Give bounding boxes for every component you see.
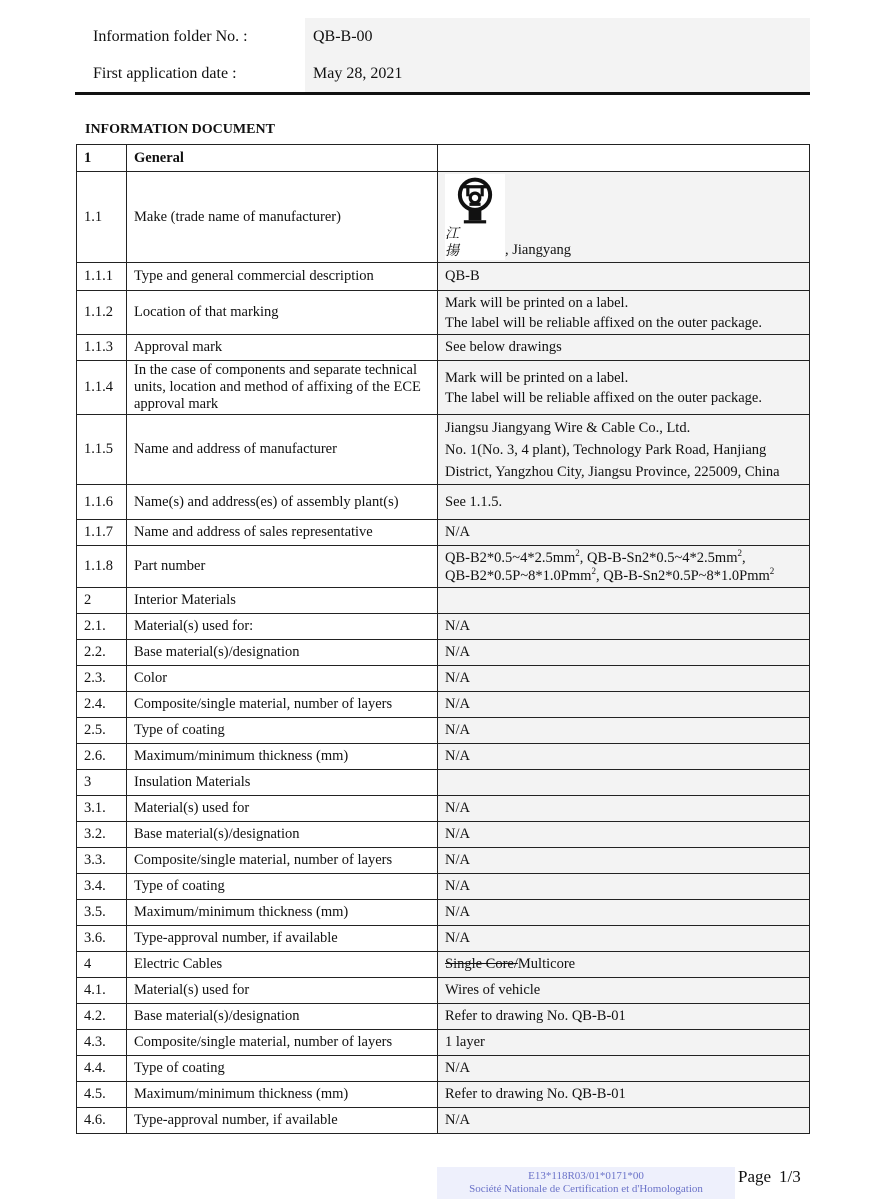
value-line: No. 1(No. 3, 4 plant), Technology Park Road, Hanjiang	[445, 441, 767, 458]
row-number: 3.2.	[77, 822, 127, 848]
row-number: 1.1.3	[77, 335, 127, 361]
row-number: 1.1.8	[77, 546, 127, 588]
row-label: Color	[127, 666, 438, 692]
row-value: N/A	[438, 520, 810, 546]
row-number: 1.1.6	[77, 485, 127, 520]
row-number: 2.3.	[77, 666, 127, 692]
page-number	[738, 1167, 801, 1187]
row-label: Part number	[127, 546, 438, 588]
certification-stamp	[437, 1167, 735, 1199]
row-value: 1 layer	[438, 1030, 810, 1056]
table-row	[77, 335, 810, 361]
value-line: Mark will be printed on a label.	[445, 294, 629, 311]
value-line: The label will be reliable affixed on the outer package.	[445, 389, 762, 406]
row-label: Type of coating	[127, 874, 438, 900]
table-row	[77, 718, 810, 744]
logo-emblem-icon	[451, 174, 499, 225]
row-label: Name(s) and address(es) of assembly plant(s)	[127, 485, 438, 520]
row-number: 2.4.	[77, 692, 127, 718]
row-label: Base material(s)/designation	[127, 822, 438, 848]
row-label: Type-approval number, if available	[127, 1108, 438, 1134]
struck-option: Single Core/	[445, 956, 518, 972]
row-number: 1.1.7	[77, 520, 127, 546]
separator: ,	[741, 549, 746, 566]
row-value: N/A	[438, 614, 810, 640]
row-value: Refer to drawing No. QB-B-01	[438, 1004, 810, 1030]
row-value: N/A	[438, 796, 810, 822]
logo-chinese-characters: 江 揚	[445, 226, 469, 259]
row-label: Composite/single material, number of layers	[127, 1030, 438, 1056]
table-row	[77, 822, 810, 848]
header-row-date	[75, 55, 810, 92]
row-value: See below drawings	[438, 335, 810, 361]
table-row	[77, 978, 810, 1004]
row-label: Name and address of manufacturer	[127, 415, 438, 485]
row-value: N/A	[438, 744, 810, 770]
row-value	[438, 172, 810, 263]
value-line: Jiangsu Jiangyang Wire & Cable Co., Ltd.	[445, 419, 691, 436]
row-label: Composite/single material, number of layers	[127, 848, 438, 874]
row-value: N/A	[438, 1056, 810, 1082]
row-value: See 1.1.5.	[438, 485, 810, 520]
brand-name: , Jiangyang	[505, 242, 572, 258]
separator: ,	[595, 567, 604, 584]
row-number: 3.1.	[77, 796, 127, 822]
part-number-line	[445, 567, 802, 585]
row-label: Base material(s)/designation	[127, 640, 438, 666]
row-number: 4	[77, 952, 127, 978]
row-label: Maximum/minimum thickness (mm)	[127, 1082, 438, 1108]
table-row	[77, 1082, 810, 1108]
row-number: 4.2.	[77, 1004, 127, 1030]
table-row	[77, 614, 810, 640]
row-number: 4.4.	[77, 1056, 127, 1082]
table-row	[77, 666, 810, 692]
part-number: QB-B2*0.5P~8*1.0Pmm	[445, 567, 592, 584]
row-label: Location of that marking	[127, 291, 438, 335]
superscript: 2	[737, 547, 742, 558]
row-label: Maximum/minimum thickness (mm)	[127, 900, 438, 926]
row-value	[438, 361, 810, 415]
row-number: 4.5.	[77, 1082, 127, 1108]
table-row	[77, 263, 810, 291]
row-number: 2.6.	[77, 744, 127, 770]
row-value: N/A	[438, 692, 810, 718]
row-number: 4.3.	[77, 1030, 127, 1056]
row-value	[438, 546, 810, 588]
row-number: 1	[77, 145, 127, 172]
table-row	[77, 1056, 810, 1082]
separator: ,	[579, 549, 588, 566]
row-number: 3	[77, 770, 127, 796]
row-number: 1.1.1	[77, 263, 127, 291]
table-row	[77, 485, 810, 520]
row-value: QB-B	[438, 263, 810, 291]
document-title: INFORMATION DOCUMENT	[85, 122, 275, 137]
row-label: Type and general commercial description	[127, 263, 438, 291]
table-row	[77, 1108, 810, 1134]
jiangyang-logo-icon	[445, 174, 505, 260]
row-value	[438, 770, 810, 796]
table-row	[77, 415, 810, 485]
row-value	[438, 415, 810, 485]
table-row	[77, 1004, 810, 1030]
row-number: 3.6.	[77, 926, 127, 952]
row-value: N/A	[438, 640, 810, 666]
value-line: District, Yangzhou City, Jiangsu Province, 225009, China	[445, 463, 780, 480]
stamp-approval-number: E13*118R03/01*0171*00	[528, 1170, 644, 1182]
header-box	[75, 18, 810, 92]
row-value: N/A	[438, 848, 810, 874]
row-value: Wires of vehicle	[438, 978, 810, 1004]
table-row	[77, 640, 810, 666]
table-row	[77, 145, 810, 172]
row-label: Base material(s)/designation	[127, 1004, 438, 1030]
information-table	[76, 144, 810, 1134]
superscript: 2	[575, 547, 580, 558]
date-label: First application date :	[93, 64, 237, 82]
row-number: 2	[77, 588, 127, 614]
row-label: Make (trade name of manufacturer)	[127, 172, 438, 263]
row-number: 3.4.	[77, 874, 127, 900]
table-row	[77, 952, 810, 978]
selected-option: Multicore	[517, 956, 576, 972]
table-row	[77, 361, 810, 415]
table-row	[77, 546, 810, 588]
part-number: QB-B2*0.5~4*2.5mm	[445, 549, 576, 566]
row-label: Interior Materials	[127, 588, 438, 614]
folder-label: Information folder No. :	[93, 27, 248, 45]
row-number: 2.2.	[77, 640, 127, 666]
row-value: N/A	[438, 718, 810, 744]
table-row	[77, 796, 810, 822]
row-label: Material(s) used for	[127, 796, 438, 822]
row-number: 4.6.	[77, 1108, 127, 1134]
row-number: 1.1	[77, 172, 127, 263]
row-label: Insulation Materials	[127, 770, 438, 796]
table-row	[77, 588, 810, 614]
table-row	[77, 744, 810, 770]
row-label: Type of coating	[127, 1056, 438, 1082]
row-number: 3.5.	[77, 900, 127, 926]
row-value	[438, 588, 810, 614]
table-row	[77, 848, 810, 874]
row-value: N/A	[438, 926, 810, 952]
row-number: 2.5.	[77, 718, 127, 744]
row-label: Electric Cables	[127, 952, 438, 978]
table-row	[77, 1030, 810, 1056]
table-row	[77, 874, 810, 900]
row-value: N/A	[438, 822, 810, 848]
row-number: 2.1.	[77, 614, 127, 640]
header-row-folder	[75, 18, 810, 55]
row-number: 1.1.5	[77, 415, 127, 485]
part-number-line	[445, 549, 802, 567]
row-number: 3.3.	[77, 848, 127, 874]
row-value: N/A	[438, 874, 810, 900]
row-label: In the case of components and separate technical units, location and method of affixing of the ECE approval mark	[127, 361, 438, 415]
table-row	[77, 900, 810, 926]
row-label: Maximum/minimum thickness (mm)	[127, 744, 438, 770]
table-row	[77, 770, 810, 796]
row-number: 4.1.	[77, 978, 127, 1004]
table-row	[77, 291, 810, 335]
row-label: Type of coating	[127, 718, 438, 744]
row-label: Approval mark	[127, 335, 438, 361]
row-number: 1.1.4	[77, 361, 127, 415]
row-number: 1.1.2	[77, 291, 127, 335]
table-row	[77, 172, 810, 263]
table-row	[77, 520, 810, 546]
folder-value: QB-B-00	[305, 18, 810, 55]
row-value	[438, 952, 810, 978]
date-value: May 28, 2021	[305, 55, 810, 92]
page-label: Page	[738, 1167, 772, 1186]
row-label: Material(s) used for	[127, 978, 438, 1004]
row-label: Composite/single material, number of layers	[127, 692, 438, 718]
row-label: Name and address of sales representative	[127, 520, 438, 546]
superscript: 2	[769, 565, 775, 576]
stamp-authority: Société Nationale de Certification et d'Homologation	[469, 1183, 703, 1195]
table-row	[77, 926, 810, 952]
part-number: QB-B-Sn2*0.5~4*2.5mm	[587, 549, 738, 566]
row-value	[438, 291, 810, 335]
header-divider	[75, 92, 810, 95]
row-label: Type-approval number, if available	[127, 926, 438, 952]
row-value: N/A	[438, 900, 810, 926]
part-number: QB-B-Sn2*0.5P~8*1.0Pmm	[603, 567, 770, 584]
value-line: The label will be reliable affixed on the outer package.	[445, 314, 762, 331]
row-label: Material(s) used for:	[127, 614, 438, 640]
row-value: N/A	[438, 666, 810, 692]
row-value: Refer to drawing No. QB-B-01	[438, 1082, 810, 1108]
row-label: General	[127, 145, 438, 172]
row-value	[438, 145, 810, 172]
page-value: 1/3	[779, 1167, 801, 1186]
superscript: 2	[591, 565, 596, 576]
manufacturer-logo-group	[445, 174, 802, 260]
row-value: N/A	[438, 1108, 810, 1134]
value-line: Mark will be printed on a label.	[445, 369, 629, 386]
table-row	[77, 692, 810, 718]
